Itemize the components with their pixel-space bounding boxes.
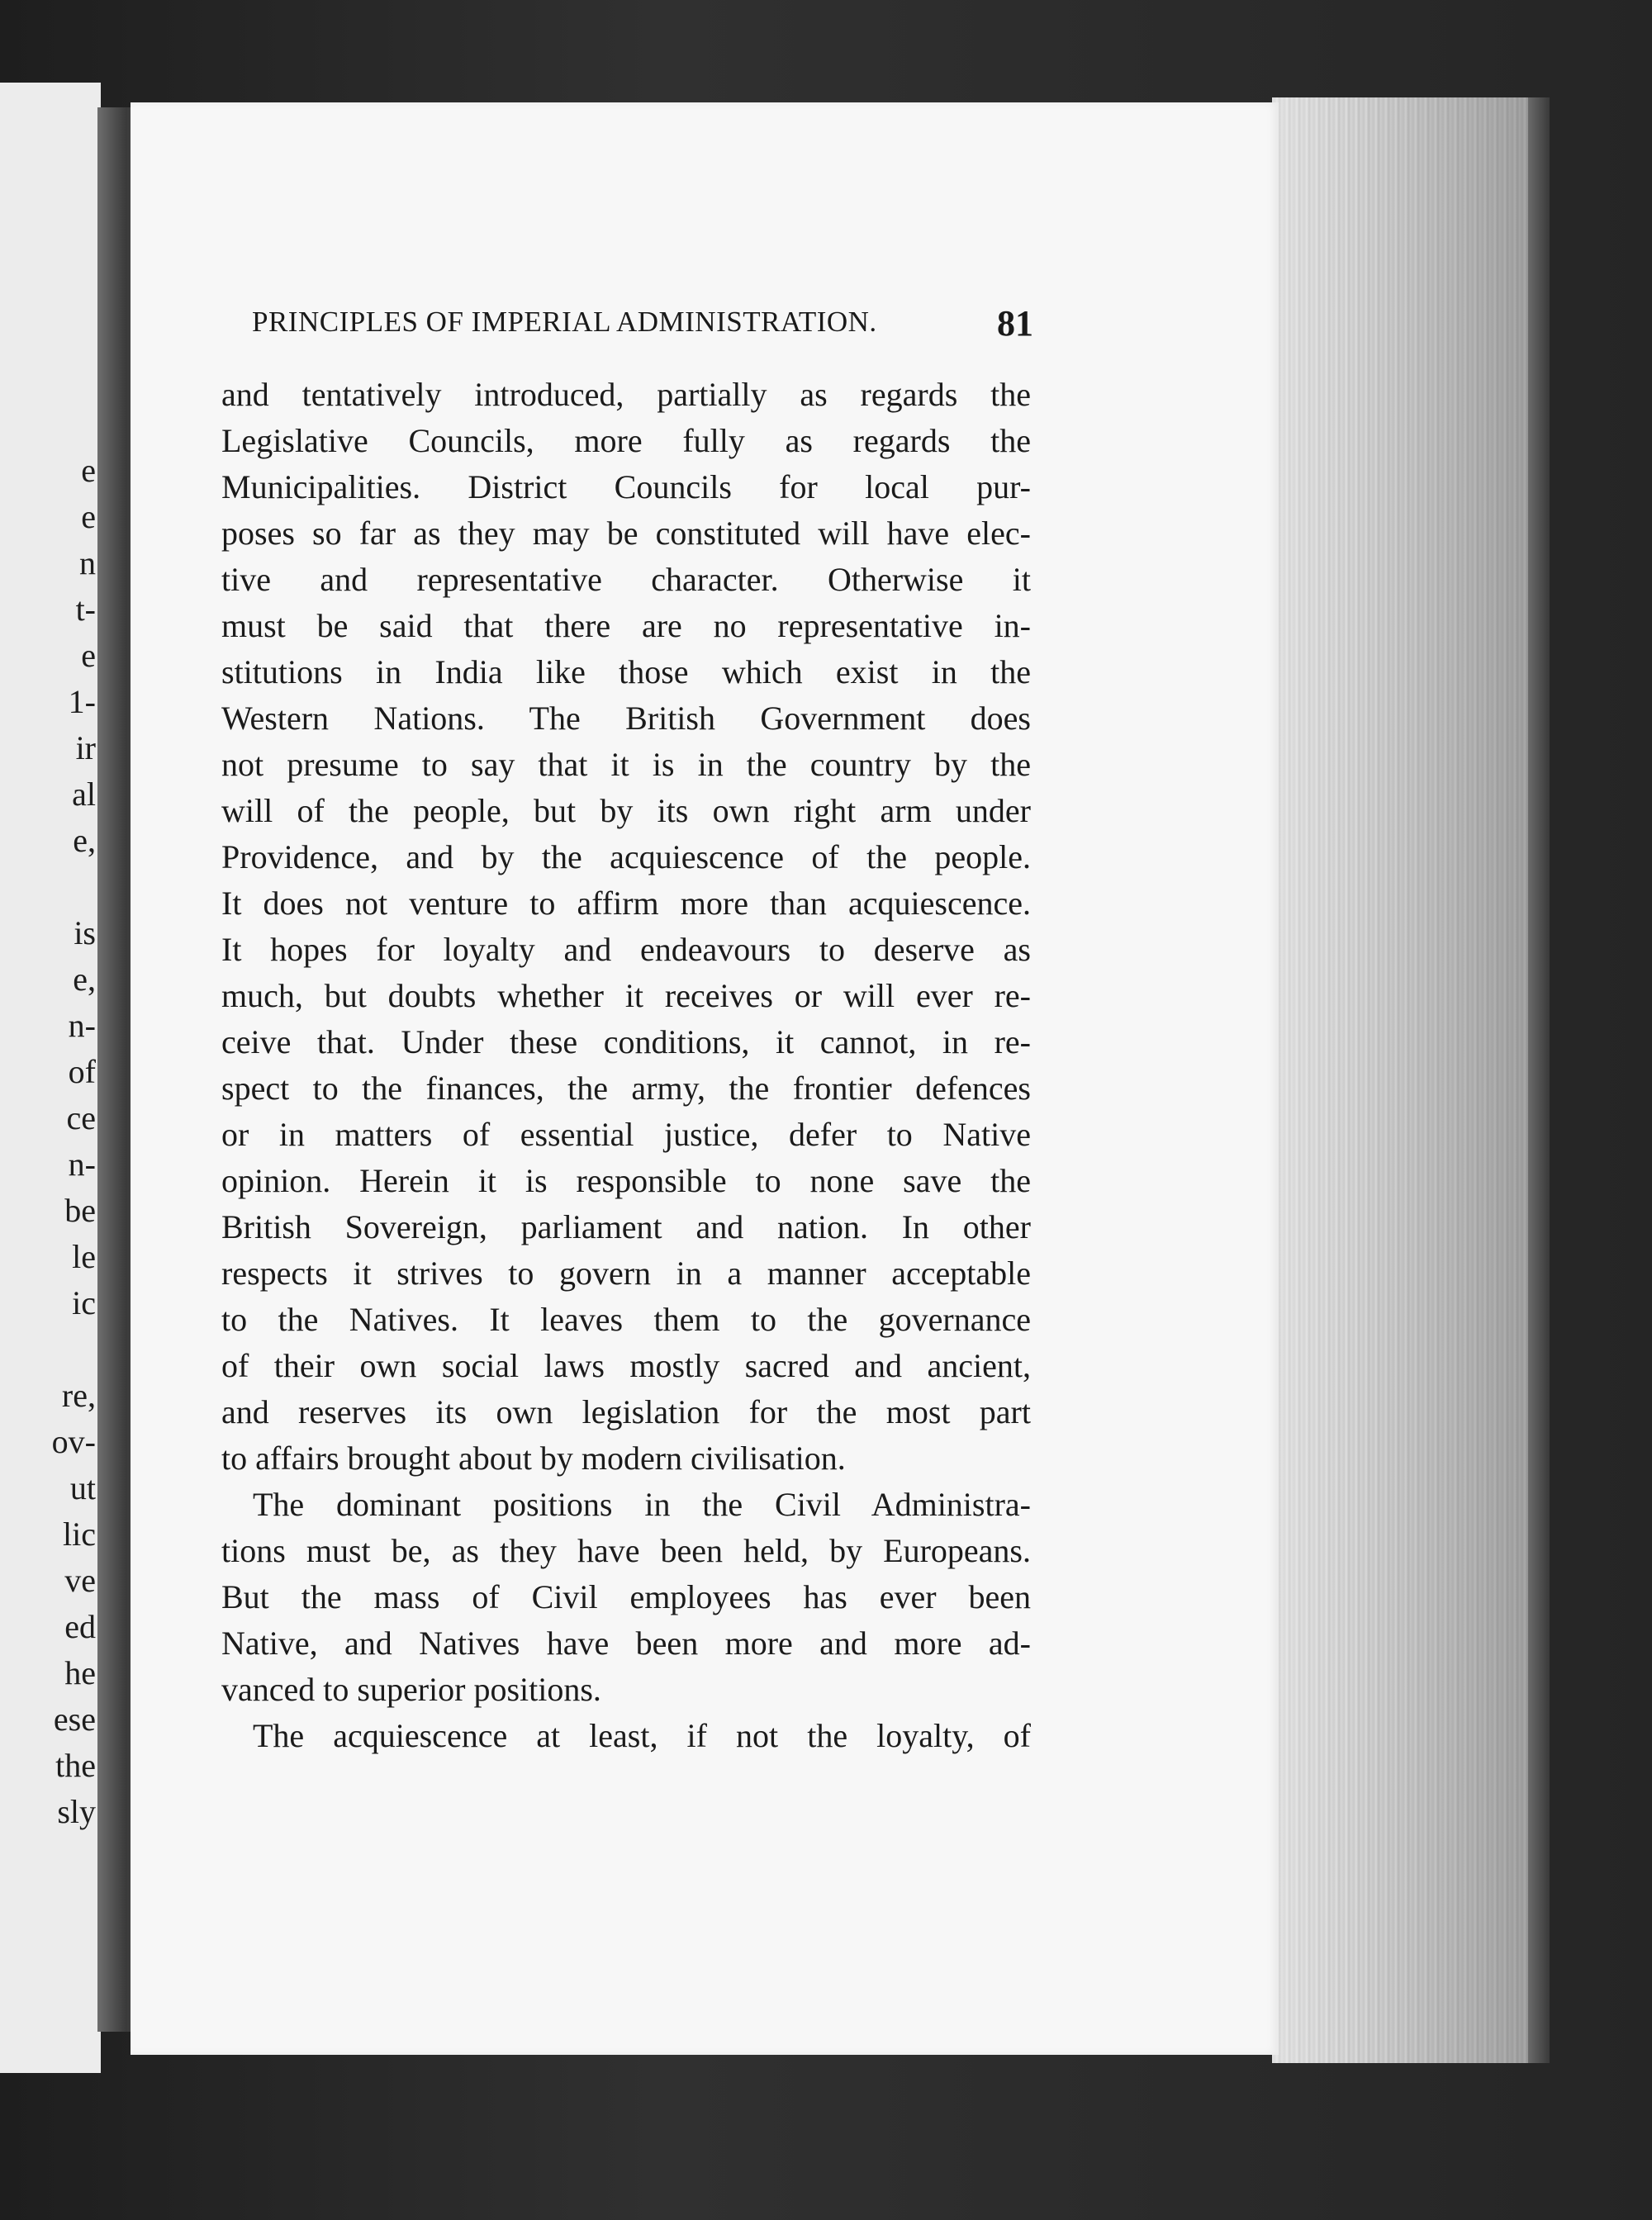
fragment-line: e, xyxy=(73,961,96,998)
text-line: respects it strives to govern in a manner acceptable xyxy=(221,1255,1031,1292)
previous-page-edge xyxy=(0,83,101,2073)
fragment-line: le xyxy=(72,1238,96,1275)
page-edge-shading xyxy=(1272,97,1535,2063)
text-line: or in matters of essential justice, defer to Native xyxy=(221,1116,1031,1153)
fragment-line: ut xyxy=(69,1469,96,1506)
fragment-line: re, xyxy=(61,1377,96,1414)
text-line: will of the people, but by its own right arm under xyxy=(221,792,1031,829)
fragment-line: sly xyxy=(57,1793,96,1830)
fragment-line: 1- xyxy=(68,683,96,720)
text-line: It hopes for loyalty and endeavours to deserve as xyxy=(221,931,1031,968)
fragment-line: ed xyxy=(64,1608,96,1645)
fragment-line: is xyxy=(74,914,96,951)
book-cover-edge xyxy=(1528,97,1550,2063)
text-line: to the Natives. It leaves them to the governance xyxy=(221,1301,1031,1338)
fragment-line: ce xyxy=(66,1099,96,1136)
fragment-line: he xyxy=(64,1654,96,1691)
fragment-line: e xyxy=(81,498,96,535)
text-line: British Sovereign, parliament and nation. In other xyxy=(221,1208,1031,1245)
fragment-line: n xyxy=(79,544,96,581)
text-line: and tentatively introduced, partially as regards the xyxy=(221,376,1031,413)
text-line: Legislative Councils, more fully as regards the xyxy=(221,422,1031,459)
fragment-line: n- xyxy=(68,1007,96,1044)
fragment-line: of xyxy=(68,1053,96,1090)
text-line: of their own social laws mostly sacred and ancient, xyxy=(221,1347,1031,1384)
text-line: tive and representative character. Otherwise it xyxy=(221,561,1031,598)
fragment-line: ov- xyxy=(51,1423,96,1460)
running-head: PRINCIPLES OF IMPERIAL ADMINISTRATION. xyxy=(252,306,877,338)
fragment-line: t- xyxy=(75,591,96,628)
text-line: Municipalities. District Councils for local pur- xyxy=(221,468,1031,505)
fragment-line: the xyxy=(55,1747,96,1784)
text-line: tions must be, as they have been held, by Europeans. xyxy=(221,1532,1031,1569)
text-line: Providence, and by the acquiescence of the people. xyxy=(221,838,1031,875)
text-line: to affairs brought about by modern civilisation. xyxy=(221,1440,846,1477)
text-line: ceive that. Under these conditions, it cannot, in re- xyxy=(221,1023,1031,1060)
fragment-line: ic xyxy=(72,1284,96,1321)
text-line: Western Nations. The British Government does xyxy=(221,700,1031,737)
text-line: The dominant positions in the Civil Administra- xyxy=(253,1486,1031,1523)
text-line: not presume to say that it is in the country by the xyxy=(221,746,1031,783)
text-line: Native, and Natives have been more and more ad- xyxy=(221,1625,1031,1662)
fragment-line: e xyxy=(81,637,96,674)
fragment-line: ir xyxy=(75,729,96,766)
fragment-line: e, xyxy=(73,822,96,859)
text-line: much, but doubts whether it receives or will ever re- xyxy=(221,977,1031,1014)
text-line: It does not venture to affirm more than acquiescence. xyxy=(221,885,1031,922)
text-line: and reserves its own legislation for the most part xyxy=(221,1393,1031,1430)
fragment-line: al xyxy=(72,776,96,813)
fragment-line: e xyxy=(81,452,96,489)
text-line: stitutions in India like those which exist in the xyxy=(221,653,1031,690)
text-line: spect to the finances, the army, the frontier defences xyxy=(221,1070,1031,1107)
fragment-line: ese xyxy=(53,1701,96,1738)
fragment-line: ve xyxy=(64,1562,96,1599)
page-number: 81 xyxy=(997,303,1033,344)
text-line: The acquiescence at least, if not the loyalty, of xyxy=(253,1717,1031,1754)
text-line: poses so far as they may be constituted will have elec- xyxy=(221,515,1031,552)
fragment-line: be xyxy=(64,1192,96,1229)
text-line: vanced to superior positions. xyxy=(221,1671,601,1708)
text-line: opinion. Herein it is responsible to none save the xyxy=(221,1162,1031,1199)
text-line: must be said that there are no representative in- xyxy=(221,607,1031,644)
text-line: But the mass of Civil employees has ever been xyxy=(221,1578,1031,1615)
fragment-line: n- xyxy=(68,1146,96,1183)
fragment-line: lic xyxy=(63,1516,96,1553)
